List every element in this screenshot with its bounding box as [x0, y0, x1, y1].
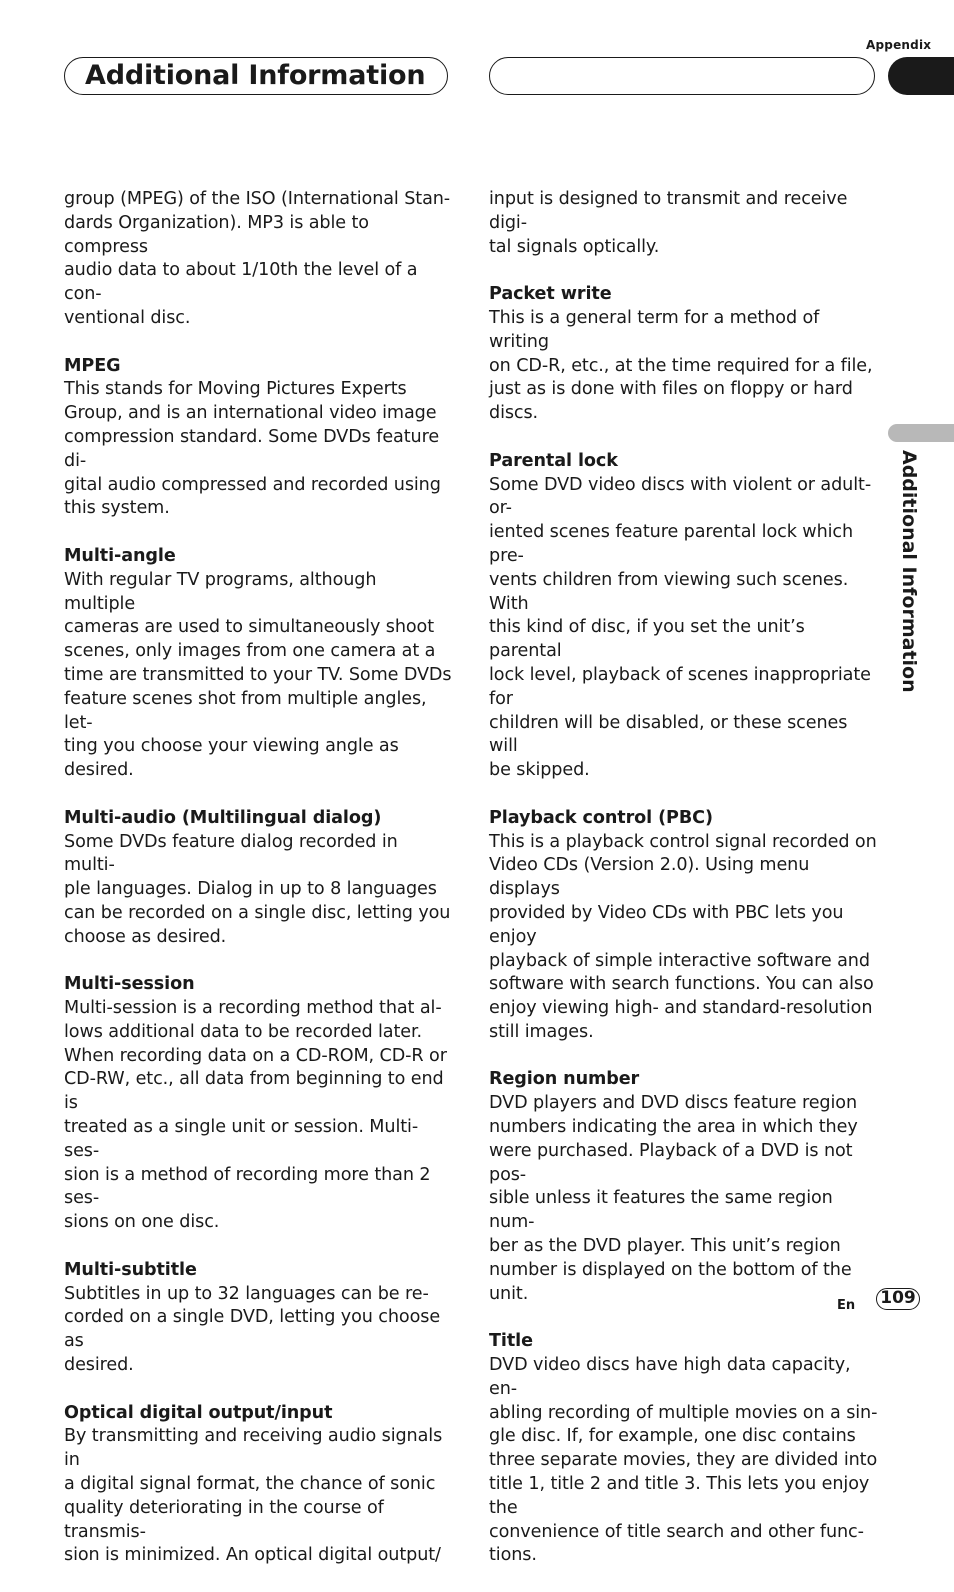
entry-text: By transmitting and receiving audio signals in	[64, 1426, 443, 1471]
entry-text: input is designed to transmit and receive digi-	[489, 189, 848, 233]
entry-heading: MPEG	[64, 355, 121, 376]
section-tab-marker	[888, 57, 954, 95]
entry-text: be skipped.	[489, 760, 590, 781]
glossary-entry	[489, 188, 879, 259]
left-column	[64, 188, 452, 1592]
glossary-entry	[64, 188, 452, 331]
entry-text: choose as desired.	[64, 926, 227, 947]
entry-text: When recording data on a CD-ROM, CD-R or	[64, 1045, 447, 1066]
entry-text: cameras are used to simultaneously shoot	[64, 617, 434, 638]
entry-text: Some DVD video discs with violent or adult-or-	[489, 474, 872, 519]
entry-text: title 1, title 2 and title 3. This lets you enjoy the	[489, 1474, 870, 1518]
entry-text: this system.	[64, 498, 170, 519]
entry-text: compression standard. Some DVDs feature di-	[64, 426, 440, 471]
entry-text: tal signals optically.	[489, 236, 660, 257]
entry-heading: Playback control (PBC)	[489, 807, 713, 828]
entry-text: on CD-R, etc., at the time required for a file,	[489, 355, 873, 376]
entry-text: number is displayed on the bottom of the unit.	[489, 1259, 852, 1304]
entry-text: lock level, playback of scenes inappropriate for	[489, 664, 871, 709]
entry-text: tions.	[489, 1545, 537, 1566]
entry-text: iented scenes feature parental lock which pre-	[489, 522, 854, 566]
entry-text: still images.	[489, 1021, 594, 1042]
entry-text: scenes, only images from one camera at a	[64, 641, 436, 662]
entry-text: This is a playback control signal recorded on	[489, 831, 877, 852]
entry-heading: Multi-session	[64, 974, 195, 995]
entry-text: a digital signal format, the chance of sonic	[64, 1474, 436, 1495]
entry-text: ple languages. Dialog in up to 8 languages	[64, 879, 437, 900]
section-title-box	[64, 57, 448, 95]
entry-text: this kind of disc, if you set the unit’s parental	[489, 617, 805, 662]
entry-text: abling recording of multiple movies on a sin-	[489, 1402, 878, 1423]
entry-text: quality deteriorating in the course of transmis-	[64, 1497, 384, 1542]
entry-heading: Multi-audio (Multilingual dialog)	[64, 807, 382, 828]
glossary-entry	[489, 807, 879, 1045]
entry-text: convenience of title search and other func-	[489, 1521, 864, 1542]
entry-text: feature scenes shot from multiple angles, let-	[64, 688, 427, 733]
glossary-entry	[64, 545, 452, 783]
entry-text: sion is a method of recording more than 2 ses-	[64, 1164, 431, 1209]
entry-text: children will be disabled, or these scenes will	[489, 712, 848, 757]
entry-text: group (MPEG) of the ISO (International Stan-	[64, 189, 451, 209]
glossary-entry	[64, 1259, 452, 1378]
entry-heading: Multi-angle	[64, 545, 176, 566]
entry-text: lows additional data to be recorded later.	[64, 1021, 423, 1042]
side-tab-marker	[888, 424, 954, 442]
entry-text: corded on a single DVD, letting you choose as	[64, 1307, 441, 1352]
entry-text: sible unless it features the same region num-	[489, 1188, 833, 1233]
language-code: En	[837, 1298, 856, 1313]
entry-text: sions on one disc.	[64, 1212, 220, 1233]
entry-heading: Title	[489, 1331, 533, 1352]
right-column	[489, 188, 879, 1592]
glossary-entry	[64, 355, 452, 522]
entry-heading: Region number	[489, 1069, 640, 1090]
entry-text: Multi-session is a recording method that al-	[64, 998, 442, 1019]
entry-text: Subtitles in up to 32 languages can be re-	[64, 1283, 429, 1304]
entry-text: three separate movies, they are divided into	[489, 1450, 878, 1471]
entry-text: just as is done with files on floppy or hard	[489, 379, 853, 400]
entry-text: Some DVDs feature dialog recorded in multi-	[64, 831, 398, 876]
entry-heading: Multi-subtitle	[64, 1259, 197, 1280]
entry-text: Video CDs (Version 2.0). Using menu displays	[489, 855, 810, 900]
entry-heading: Packet write	[489, 284, 612, 305]
entry-text: This is a general term for a method of writing	[489, 307, 820, 352]
entry-text: CD-RW, etc., all data from beginning to end is	[64, 1069, 444, 1114]
entry-text: vents children from viewing such scenes. With	[489, 569, 849, 614]
entry-text: audio data to about 1/10th the level of a con-	[64, 260, 418, 305]
entry-text: ventional disc.	[64, 307, 191, 328]
entry-text: desired.	[64, 1355, 134, 1376]
entry-text: playback of simple interactive software and	[489, 950, 870, 971]
glossary-entry	[489, 1330, 879, 1568]
entry-text: ting you choose your viewing angle as desired.	[64, 736, 399, 781]
glossary-entry	[64, 973, 452, 1235]
entry-heading: Optical digital output/input	[64, 1402, 333, 1423]
appendix-label: Appendix	[866, 38, 932, 52]
entry-text: treated as a single unit or session. Multi-ses-	[64, 1117, 419, 1161]
entry-heading: Parental lock	[489, 450, 618, 471]
entry-text: discs.	[489, 403, 539, 424]
entry-text: With regular TV programs, although multiple	[64, 569, 377, 614]
entry-text: sion is minimized. An optical digital output/	[64, 1545, 441, 1566]
entry-text: ber as the DVD player. This unit’s region	[489, 1236, 841, 1257]
glossary-entry	[489, 450, 879, 783]
header-empty-box	[489, 57, 875, 95]
page-number: 109	[876, 1288, 920, 1310]
glossary-entry	[64, 1402, 452, 1569]
entry-text: This stands for Moving Pictures Experts	[64, 379, 407, 400]
entry-text: DVD video discs have high data capacity, en-	[489, 1355, 851, 1399]
entry-text: enjoy viewing high- and standard-resolution	[489, 998, 873, 1019]
entry-text: gital audio compressed and recorded using	[64, 474, 441, 495]
entry-text: were purchased. Playback of a DVD is not pos-	[489, 1140, 853, 1185]
entry-text: can be recorded on a single disc, letting you	[64, 902, 451, 923]
glossary-entry	[489, 283, 879, 426]
entry-text: provided by Video CDs with PBC lets you enjoy	[489, 902, 844, 947]
glossary-entry	[64, 807, 452, 950]
section-title: Additional Information	[85, 60, 426, 91]
entry-text: numbers indicating the area in which they	[489, 1117, 858, 1138]
entry-text: DVD players and DVD discs feature region	[489, 1093, 857, 1114]
glossary-entry	[489, 1068, 879, 1306]
entry-text: Group, and is an international video image	[64, 403, 437, 424]
entry-text: time are transmitted to your TV. Some DVDs	[64, 664, 452, 685]
side-tab-label: Additional Information	[898, 450, 920, 693]
entry-text: dards Organization). MP3 is able to compress	[64, 212, 369, 257]
entry-text: gle disc. If, for example, one disc contains	[489, 1426, 856, 1447]
entry-text: software with search functions. You can also	[489, 974, 874, 995]
